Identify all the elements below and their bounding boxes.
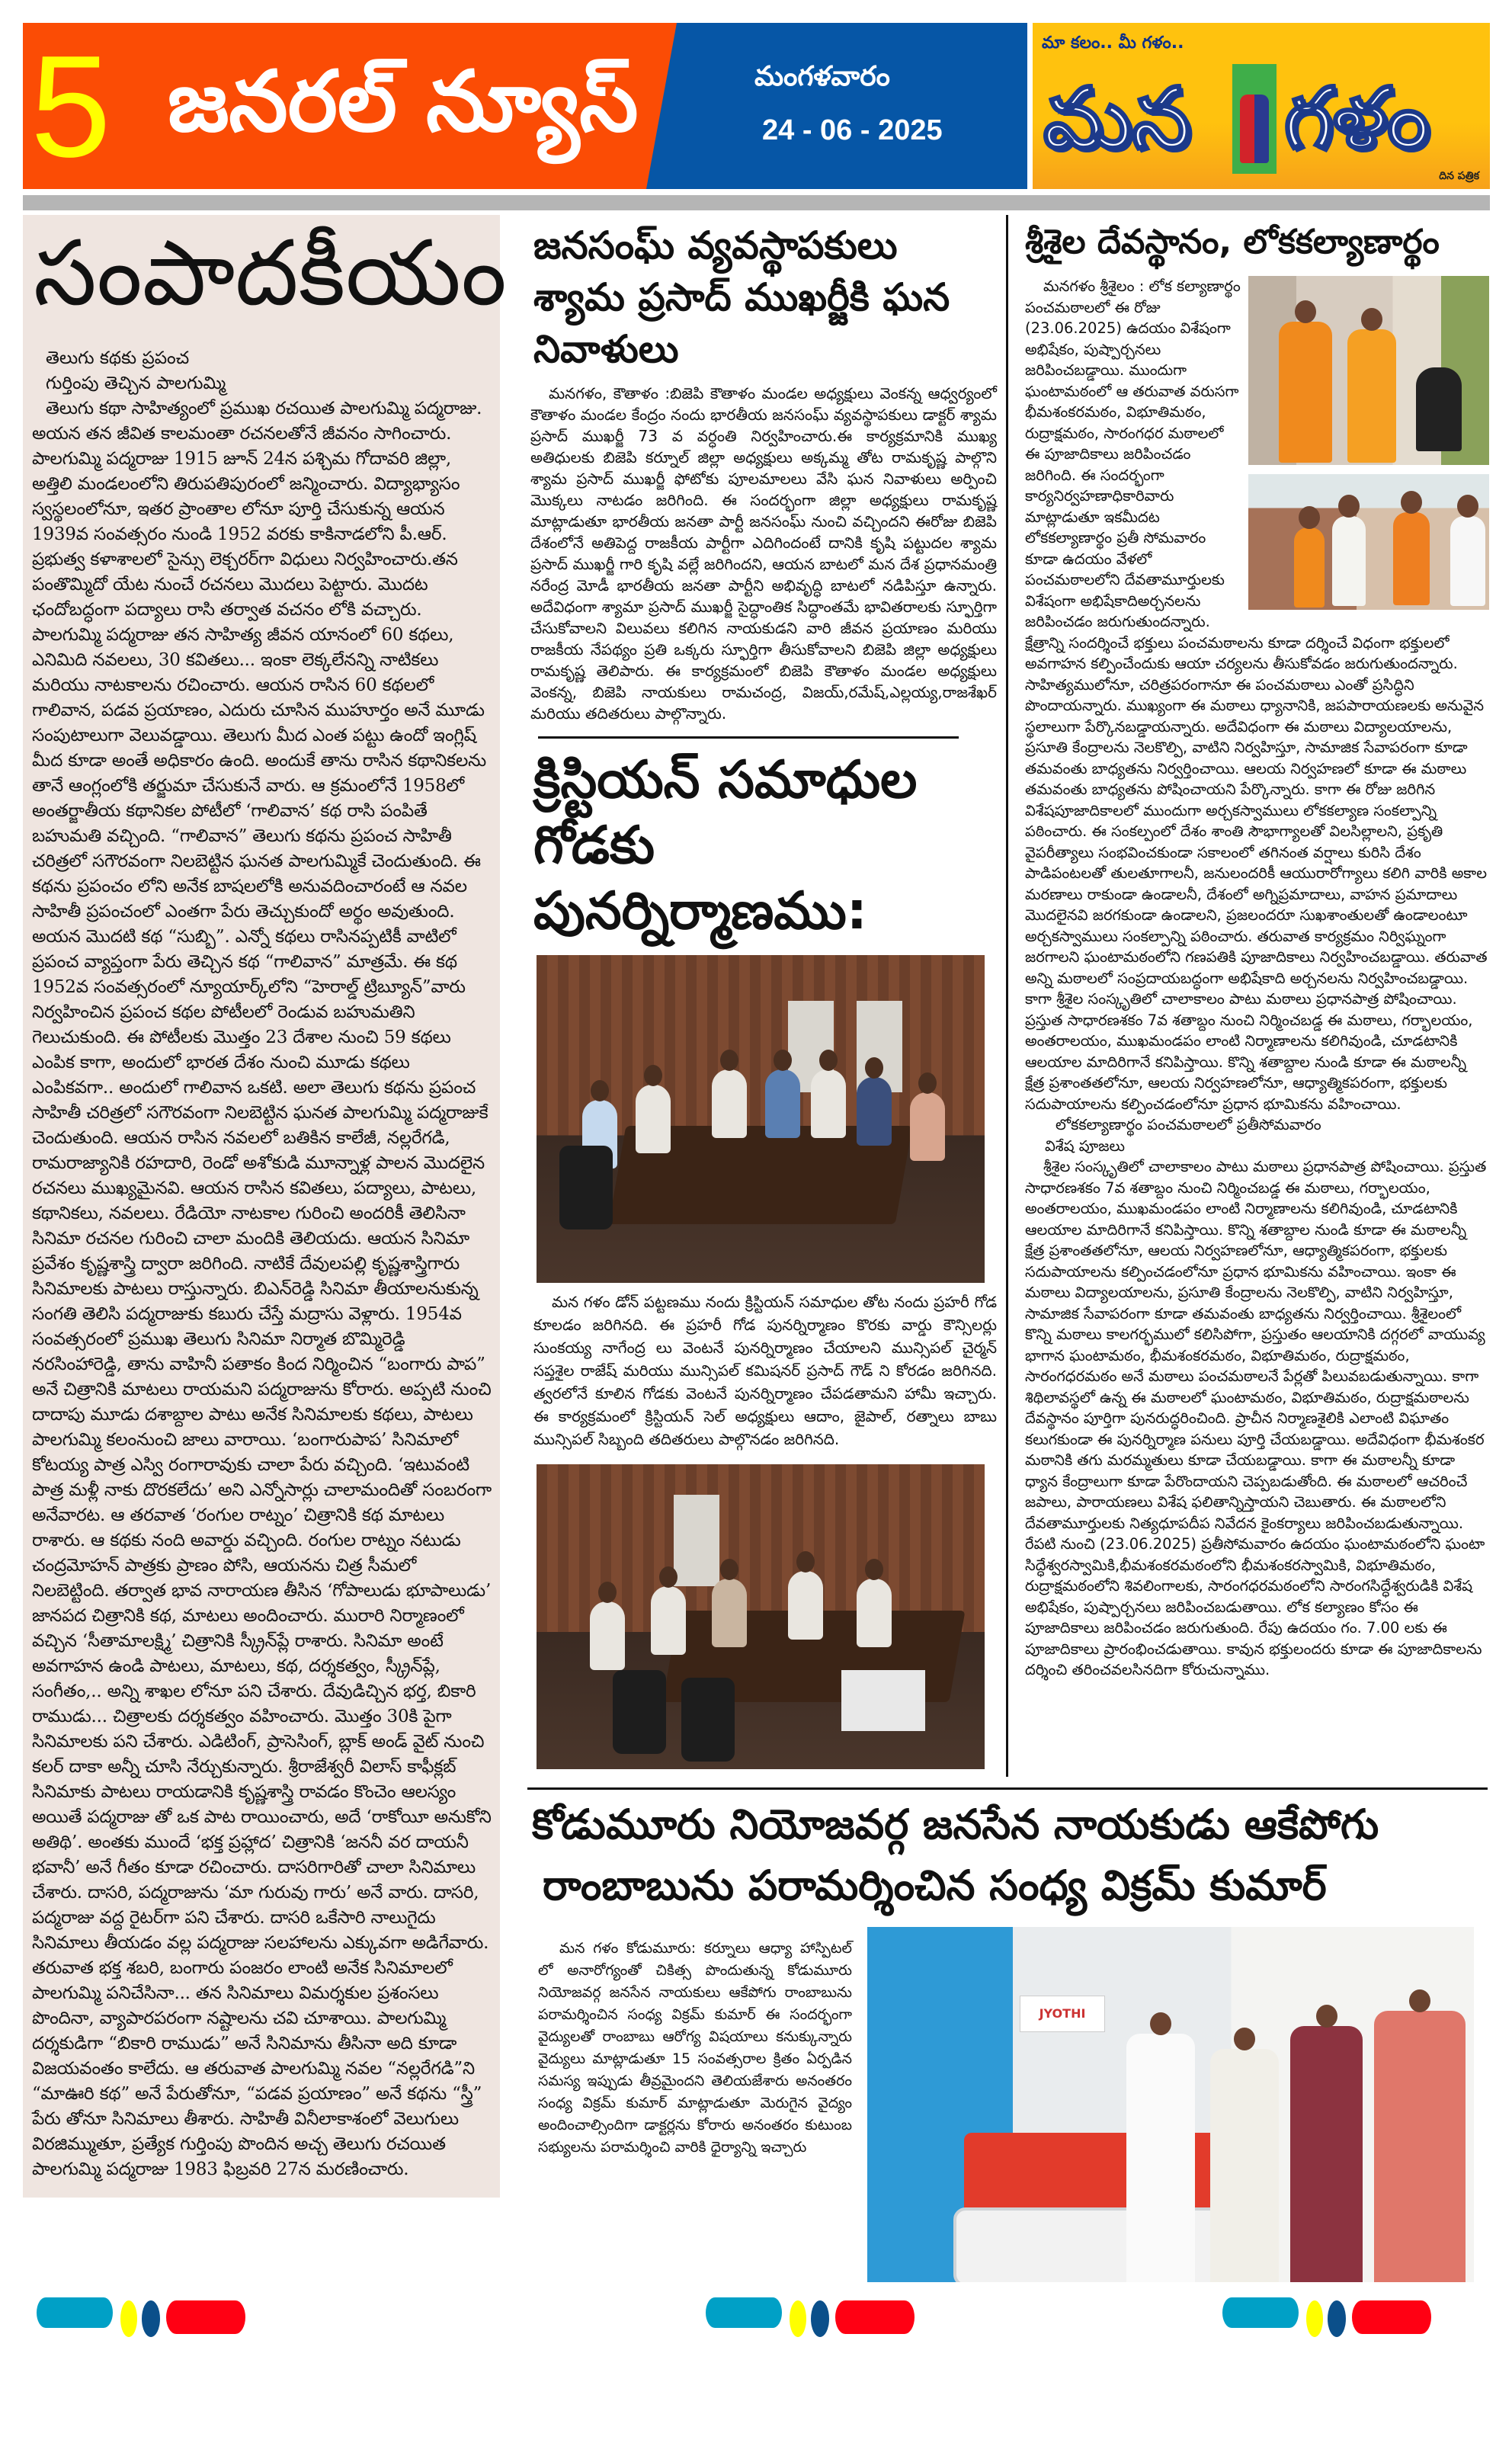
temple-photo-2 — [1248, 474, 1489, 610]
person — [1294, 527, 1325, 608]
person — [765, 1069, 800, 1138]
masthead — [0, 0, 1512, 215]
person — [1393, 512, 1430, 605]
article-body-christian-cemetery: మన గళం డోన్ పట్టణము నందు క్రిస్టియన్ సమాధుల తోట నందు ప్రహరీ గోడ కూలడం జరిగినది. ఈ ప్రహరీ గోడ పునర్నిర్మాణం కొరకు వార్డు కౌన్సిలర్లు సుంకయ్య నాగేంద్ర లు వెంటనే పునర్నిర్మాణం చేయాలని మున్సిపల్ చైర్మన్ సప్తశైల రాజేష్ మరియు మున్సిపల్ కమిషనర్ ప్రసాద్ గౌడ్ ని కోరడం జరిగినది. త్వరలోనే కూలిన గోడకు వెంటనే పునర్నిర్మాణం చేపడతామని హామీ ఇచ్చారు. ఈ కార్యక్రమంలో క్రిస్టియన్ సెల్ అధ్యక్షులు ఆదాం, జైపాల్, రత్నాలు బాబు మున్సిపల్ సిబ్బంది తదితరులు పాల్గొనడం జరిగినది. — [533, 1293, 997, 1448]
person — [712, 1069, 747, 1138]
laptop — [841, 1670, 925, 1731]
logo-subtitle: దిన పత్రిక — [1439, 170, 1479, 182]
meeting-room-photo-2 — [537, 1464, 985, 1769]
footer-ornament — [706, 2297, 919, 2340]
section-title: జనరల్ న్యూస్ — [168, 53, 639, 150]
person — [1210, 2049, 1279, 2282]
footer — [0, 2293, 1512, 2354]
right-column — [1006, 215, 1494, 1777]
editorial-subheading — [46, 346, 500, 396]
article-subheading: విశేష పూజలు — [1045, 1137, 1126, 1155]
person — [636, 1085, 671, 1153]
newspaper-logo — [1033, 23, 1490, 189]
editorial-subheading-line: గుర్తింపు తెచ్చిన పాలగుమ్మి — [46, 373, 226, 393]
headline-srisailam: శ్రీశైల దేవస్థానం, లోకకల్యాణార్థం — [1025, 223, 1440, 261]
logo-name-right: గళం — [1284, 69, 1430, 167]
person — [1347, 329, 1396, 463]
logo-name-left: మన — [1043, 69, 1191, 167]
hospital-visit-photo — [867, 1927, 1474, 2282]
chair — [613, 1670, 666, 1754]
article-paragraph: శ్రీశైల సంస్కృతిలో చాలాకాలం పాటు మఠాలు ప్రధానపాత్ర పోషించాయి. ప్రస్తుత సాధారణశకం 7వ శతాబ్దం నుంచి నిర్మించబడ్డ ఈ మఠాలు, గర్భాలయం, అంతరాలయం, ముఖమండపం లాంటి నిర్మాణాలను కలిగివుండి, చూడటానికి ఆలయాల మాదిరిగానే కనిపిస్తాయి. కొన్ని శతాబ్దాల నుండి కూడా ఈ మఠాలన్నీ క్షేత్ర ప్రశాంతతలోనూ, ఆలయ నిర్వహణలోనూ, ఆధ్యాత్మికపరంగా, భక్తులకు సదుపాయాలను కల్పించడంలోనూ ప్రధాన భూమికను వహించాయి. ఇంకా ఈ మఠాలు విద్యాలయాలను, ప్రసూతి కేంద్రాలను నెలకొల్పి, వాటిని నిర్వహిస్తూ, సామాజిక సేవాపరంగా కూడా తమవంతు బాధ్యతను నిర్వర్తించాయి. శ్రీశైలంలో కొన్ని మఠాలు కాలగర్భములో కలిసిపోగా, ప్రస్తుతం ఆలయానికి దగ్గరలో వాయువ్య భాగాన ఘంటామఠం, భీమశంకరమఠం, విభూతిమఠం, రుద్రాక్షమఠం, సారంగధరమఠం అనే మఠాలు పంచమఠాలనే పేర్లతో పిలువబడుతున్నాయి. కాగా శిథిలావస్థలో ఉన్న ఈ మఠాలలో ఘంటామఠం, విభూతిమఠం, రుద్రాక్షమఠాలను దేవస్థానం పూర్తిగా పునరుద్ధరించింది. ప్రాచీన నిర్మాణశైలికి ఎలాంటి విఘాతం కలుగకుండా ఈ పునర్నిర్మాణ పనులు పూర్తి చేయబడ్డాయి. అదేవిధంగా భీమశంకర మఠానికి తగు మరమ్మతులు కూడా చేయబడ్డాయి. కాగా ఈ మఠాలన్నీ కూడా ధ్యాన కేంద్రాలుగా కూడా పేరొందాయని చెప్పబడుతోంది. ఈ మఠాలలో ఆచరించే జపాలు, పారాయణలు విశేష ఫలితాన్నిస్తాయని చెబుతారు. ఈ మఠాలలోని దేవతామూర్తులకు నిత్యధూపదీప నివేదన కైంకర్యాలు జరిపించబడుతున్నాయి. రేపటి నుంచి (23.06.2025) ప్రతీసోమవారం ఉదయం ఘంటామఠంలోని ఘంటా సిద్ధేశ్వరస్వామికి,భీమశంకరమఠంలోని భీమశంకరస్వామికి, విభూతిమఠం, రుద్రాక్షమఠంలోని శివలింగాలకు, సారంగధరమఠంలోని సారంగసిద్ధేశ్వరుడికి విశేష అభిషేకం, పుష్పార్చనలు జరిపించబడుతాయి. లోక కల్యాణం కోసం ఈ పూజాదికాలు జరిపించడం జరుగుతుంది. రేపు ఉదయం గం. 7.00 లకు ఈ పూజాదికాలు ప్రారంభించడుతాయి. కావున భక్తులందరు కూడా ఈ పూజాదికాలను దర్శించి తరించవలసినదిగా కోరుచున్నాము. — [1025, 1158, 1487, 1678]
masthead-date-panel — [646, 23, 1027, 189]
person — [651, 1586, 686, 1655]
chair — [559, 1146, 613, 1230]
editorial-subheading-line: తెలుగు కథకు ప్రపంచ — [46, 348, 190, 368]
person — [1290, 2026, 1363, 2282]
logo-tagline: మా కలం.. మీ గళం.. — [1042, 34, 1184, 53]
person — [857, 1077, 892, 1146]
middle-column — [526, 215, 1006, 1777]
editorial-body: తెలుగు కథా సాహిత్యంలో ప్రముఖ రచయిత పాలగుమ్మి పద్మరాజు. అయన తన జీవిత కాలమంతా రచనలతోనే జీవనం సాగించారు. పాలగుమ్మి పద్మరాజు 1915 జూన్ 24న పశ్చిమ గోదావరి జిల్లా, అత్తిలి మండలంలోని తిరుపతిపురంలో జన్మించారు. విద్యాభ్యాసం స్వస్థలంలోనూ, ఇతర ప్రాంతాల లోనూ పూర్తి చేసుకున్న ఆయన 1939వ సంవత్సరం నుండి 1952 వరకు కాకినాడలోని పీ.ఆర్. ప్రభుత్వ కళాశాలలో సైన్సు లెక్చరర్‌గా విధులు నిర్వహించారు.తన పంతొమ్మిదో యేట నుంచే రచనలు మొదలు పెట్టారు. మొదట ఛందోబద్ధంగా పద్యాలు రాసి తర్వాత వచనం లోకి వచ్చారు. పాలగుమ్మి పద్మరాజు తన సాహిత్య జీవన యానంలో 60 కథలు, ఎనిమిది నవలలు, 30 కవితలు... ఇంకా లెక్కలేనన్ని నాటికలు మరియు నాటకాలను రచించారు. ఆయన రాసిన 60 కథలలో గాలివాన, పడవ ప్రయాణం, ఎదురు చూసిన ముహూర్తం అనే మూడు సంపుటాలుగా వెలువడ్డాయి. తెలుగు మీద ఎంత పట్టు ఉందో ఇంగ్లిష్ మీద కూడా అంతే అధికారం ఉంది. అందుకే తాను రాసిన కథానికలను తానే ఆంగ్లంలోకి తర్జుమా చేసుకునే వారు. ఆ క్రమంలోనే 1958లో అంతర్జాతీయ కథానికల పోటీలో ‘గాలివాన’ కథ రాసి పంపితే బహుమతి వచ్చింది. “గాలివాన” తెలుగు కథను ప్రపంచ సాహితీ చరిత్రలో సగౌరవంగా నిలబెట్టిన ఘనత పాలగుమ్మికే చెందుతుంది. ఈ కథను ప్రపంచం లోని అనేక బాషలలోకి అనువదించారంటే ఆ నవల సాహితీ ప్రపంచంలో ఎంతగా పేరు తెచ్చుకుందో అర్థం అవుతుంది. అయన మొదటి కథ “సుబ్బి”. ఎన్నో కథలు రాసినప్పటికీ వాటిలో ప్రపంచ వ్యాప్తంగా పేరు తెచ్చిన కథ “గాలివాన” మాత్రమే. ఈ కథ 1952వ సంవత్సరంలో న్యూయార్క్‌లోని “హెరాల్డ్ ట్రిబ్యూన్”వారు నిర్వహించిన ప్రపంచ కథల పోటీలలో రెండువ బహుమతిని గెలుచుకుంది. ఈ పోటీలకు మొత్తం 23 దేశాల నుంచి 59 కథలు ఎంపిక కాగా, అందులో భారత దేశం నుంచి మూడు కథలు ఎంపికవగా.. అందులో గాలివాన ఒకటి. అలా తెలుగు కథను ప్రపంచ సాహితీ చరిత్రలో సగౌరవంగా నిలబెట్టిన ఘనత పాలగుమ్మి పద్మరాజుకే చెందుతుంది. ఆయన రాసిన నవలలో బతికిన కాలేజీ, నల్లరేగడి, రామరాజ్యానికి రహదారి, రెండో అశోకుడి మూన్నాళ్ల పాలన మొదలైన రచనలు ముఖ్యమైనవి. ఆయన రాసిన కవితలు, పద్యాలు, పాటలు, కథానికలు, నవలలు. రేడియో నాటకాల గురించి అందరికీ తెలిసినా సినిమా రచనల గురించి చాలా మందికి తెలియదు. ఆయన సినిమా ప్రవేశం కృష్ణశాస్త్రి ద్వారా జరిగింది. నాటికే దేవులపల్లి కృష్ణశాస్త్రిగారు సినిమాలకు పాటలు రాస్తున్నారు. బిఎన్‌రెడ్డి సినిమా తీయాలనుకున్న సంగతి తెలిసి పద్మరాజుకు కబురు చేస్తే మద్రాసు వెళ్లారు. 1954వ సంవత్సరంలో ప్రముఖ తెలుగు సినిమా నిర్మాత బొమ్మిరెడ్డి నరసింహారెడ్డి, తాను వాహినీ పతాకం కింద నిర్మించిన “బంగారు పాప” అనే చిత్రానికి మాటలు రాయమని పద్మరాజును కోరారు. అప్పటి నుంచి దాదాపు మూడు దశాబ్దాల పాటు అనేక సినిమాలకు కథలు, పాటలు పాలగుమ్మి కలంనుంచి జాలు వారాయి. ‘బంగారుపాప’ సినిమాలో కోటయ్య పాత్ర ఎస్వి రంగారావుకు చాలా పేరు వచ్చింది. ‘ఇటువంటి పాత్ర మళ్లీ నాకు దొరకలేదు’ అని ఎన్నోసార్లు చాలామందితో సంబరంగా అనేవారట. ఆ తరవాత ‘రంగుల రాట్నం’ చిత్రానికి కథ మాటలు రాశారు. ఆ కథకు నంది అవార్డు వచ్చింది. రంగుల రాట్నం నటుడు చంద్రమోహన్ పాత్రకు ప్రాణం పోసి, ఆయనను చిత్ర సీమలో నిలబెట్టింది. తర్వాత భావ నారాయణ తీసిన ‘గోపాలుడు భూపాలుడు’ జానపద చిత్రానికి కథ, మాటలు అందించారు. మురారి నిర్మాణంలో వచ్చిన ‘సీతామాలక్ష్మి’ చిత్రానికి స్క్రీన్‌ప్లే రాశారు. సినిమా అంటే అవగాహన ఉండి పాటలు, మాటలు, కథ, దర్శకత్వం, స్క్రీన్‌ప్లే, సంగీతం,.. అన్ని శాఖల లోనూ పని చేశారు. దేవుడిచ్చిన భర్త, బికారి రాముడు... చిత్రాలకు దర్శకత్వం వహించారు. మొత్తం 30కి పైగా సినిమాలకు పని చేశారు. ఎడిటింగ్, ప్రాసెసింగ్, బ్లాక్ అండ్ వైట్ నుంచి కలర్ దాకా అన్నీ చూసి నేర్చుకున్నారు. శ్రీరాజేశ్వరీ విలాస్ కాఫీక్లబ్ సినిమాకు పాటలు రాయడానికి కృష్ణశాస్త్రి రావడం కొంచెం ఆలస్యం అయితే పద్మరాజు తో ఒక పాట రాయించారు, అదే ‘రాకోయీ అనుకోని అతిథి’. అంతకు ముందే ‘భక్త ప్రహ్లాద’ చిత్రానికి ‘జననీ వర దాయనీ భవానీ’ అనే గీతం కూడా రచించారు. దాసరిగారితో చాలా సినిమాలు చేశారు. దాసరి, పద్మరాజును ‘మా గురువు గారు’ అనే వారు. దాసరి, పద్మరాజు వద్ద రైటర్‌గా పని చేశారు. దాసరి ఒకేసారి నాలుగైదు సినిమాలు తీయడం వల్ల పద్మరాజు సలహాలను ఎక్కువగా అడిగేవారు. తరువాత భక్త శబరి, బంగారు పంజరం లాంటి అనేక సినిమాలలో పాలగుమ్మి పనిచేసినా... తన సినిమాలు విమర్శకుల ప్రశంసలు పొందినా, వ్యాపారపరంగా నష్టాలను చవి చూశాయి. పాలగుమ్మి దర్శకుడిగా “బికారి రాముడు” అనే సినిమాను తీసినా అది కూడా విజయవంతం కాలేదు. ఆ తరువాత పాలగుమ్మి నవల “నల్లరేగడి”ని “మాఊరి కథ” అనే పేరుతోనూ, “పడవ ప్రయాణం” అనే కథను “స్త్రీ” పేరు తోనూ సినిమాలు తీశారు. సాహితీ వినీలాకాశంలో వెలుగులు విరజిమ్ముతూ, ప్రత్యేక గుర్తింపు పొందిన అచ్చ తెలుగు రచయిత పాలగుమ్మి పద్మరాజు 1983 ఫిబ్రవరి 27న మరణించారు. — [32, 399, 492, 2179]
article-body-kodumur: మన గళం కోడుమూరు: కర్నూలు ఆధ్యా హాస్పిటల్ లో అనారోగ్యంతో చికిత్స పొందుతున్న కోడుమూరు నియోజవర్గ జనసేన నాయకులు ఆకేపోగు రాంబాబును పరామర్శించిన సంధ్య విక్రమ్ కుమార్ ఈ సందర్భంగా వైద్యులతో రాంబాబు ఆరోగ్య విషయాలు కనుక్కున్నారు వైద్యులు మాట్లాడుతూ 15 సంవత్సరాల క్రితం ఏర్పడిన సమస్య ఇప్పుడు తీవ్రమైందని తెలియజేశారు అనంతరం సంధ్య విక్రమ్ కుమార్ మాట్లాడుతూ మెరుగైన వైద్యం అందించాల్సిందిగా డాక్టర్లను కోరారు అనంతరం కుటుంబ సభ్యులను పరామర్శించి వారికి ధైర్యాన్ని ఇచ్చారు — [538, 1940, 852, 2156]
weekday: మంగళవారం — [754, 61, 890, 92]
article-paragraph: మనగళం శ్రీశైలం : లోక కల్యాణార్థం పంచమఠాలలో ఈ రోజు (23.06.2025) ఉదయం విశేషంగా అభిషేకం, పుష్పార్చనలు జరిపించబడ్డాయి. ముందుగా ఘంటామఠంలో ఆ తరువాత వరుసగా భీమశంకరమఠం, విభూతిమఠం, రుద్రాక్షమఠం, సారంగధర మఠాలలో ఈ పూజాదికాలు జరిపించడం జరిగింది. ఈ సందర్భంగా కార్యనిర్వహణాధికారివారు మాట్లాడుతూ ఇకమీదట లోకకల్యాణార్థం ప్రతీ సోమవారం కూడా ఉదయం వేళలో పంచమఠాలలోని దేవతామూర్తులకు విశేషంగా అభిషేకాదిఅర్చనలను జరిపించడం జరుగుతుందన్నారు. క్షేత్రాన్ని సందర్శించే భక్తులు పంచమఠాలను కూడా దర్శించే విధంగా భక్తులలో అవగాహన కల్పించేందుకు ఆయా చర్యలను తీసుకోవడం జరుగుతుందన్నారు. సాహిత్యములోనూ, చరిత్రపరంగానూ ఈ పంచమఠాలు ఎంతో ప్రసిద్ధిని పొందాయన్నారు. ముఖ్యంగా ఈ మఠాలు ధ్యానానికి, జపపారాయణలకు అనువైన స్థలాలుగా పేర్కొనబడ్డాయన్నారు. అదేవిధంగా ఈ మఠాలు విద్యాలయాలను, ప్రసూతి కేంద్రాలను నెలకొల్పి, వాటిని నిర్వహిస్తూ, సామాజిక సేవాపరంగా కూడా తమవంతు బాధ్యతను నిర్వర్తించాయి. ఆలయ నిర్వహణలో కూడా ఈ మఠాలు తమవంతు బాధ్యతను పోషించాయని పేర్కొన్నారు. కాగా ఈ రోజు జరిగిన విశేషపూజాదికాలలో ముందుగా అర్చకస్వాములు లోకకల్యాణ సంకల్పాన్ని పఠించారు. ఈ సంకల్పంలో దేశం శాంతి సౌభాగ్యాలతో విలసిల్లాలని, ప్రకృతి వైపరీత్యాలు సంభవించకుండా సకాలంలో తగినంత వర్షాలు కురిసి దేశం పాడిపంటలతో తులతూగాలనీ, జనులందరికీ ఆయురారోగ్యాలు కలిగి వారికి అకాల మరణాలు రాకుండా ఉండాలనీ, దేశంలో అగ్నిప్రమాదాలు, వాహన ప్రమాదాలు మొదలైనవి జరగకుండా ఉండాలని, ప్రజలందరూ సుఖశాంతులతో ఉండాలంటూ అర్చకస్వాములు సంకల్పాన్ని పఠించారు. తరువాత కార్యక్రమం నిర్విఘ్నంగా జరగాలని ఘంటామఠంలోని గణపతికి పూజాదికాలు నిర్వహించబడ్డాయి. తరువాత అన్ని మఠాలలో సంప్రదాయబద్ధంగా అభిషేకాది అర్చనలను నిర్వహించబడ్డాయి. కాగా శ్రీశైల సంస్కృతిలో చాలాకాలం పాటు మఠాలు ప్రధానపాత్ర పోషించాయి. ప్రస్తుత సాధారణశకం 7వ శతాబ్దం నుంచి నిర్మించబడ్డ ఈ మఠాలు, గర్భాలయం, అంతరాలయం, ముఖమండపం లాంటి నిర్మాణాలను కలిగివుండి, చూడటానికి ఆలయాల మాదిరిగానే కనిపిస్తాయి. కొన్ని శతాబ్దాల నుండి కూడా ఈ మఠాలన్నీ క్షేత్ర ప్రశాంతతలోనూ, ఆలయ నిర్వహణలోనూ, ఆధ్యాత్మికపరంగా, భక్తులకు సదుపాయాలను కల్పించడంలోనూ ప్రధాన భూమికను వహించాయి. — [1025, 277, 1488, 1113]
temple-photo-1 — [1248, 276, 1489, 465]
person — [1126, 2034, 1195, 2282]
kodumur-row — [526, 1927, 1494, 2282]
srisailam-photos — [1248, 276, 1489, 610]
chair — [681, 1678, 735, 1762]
hospital-sign: JYOTHI — [1020, 1996, 1105, 2032]
kodumur-article — [526, 1777, 1494, 2282]
headline-mukherjee: జనసంఘ్ వ్యవస్థాపకులు శ్యామ ప్రసాద్ ముఖర్జీకి ఘన నివాళులు — [533, 223, 950, 371]
person — [1374, 2011, 1466, 2282]
page-number: 5 — [30, 26, 111, 188]
person — [857, 1579, 892, 1647]
page-content — [0, 215, 1512, 2282]
person — [811, 1069, 846, 1138]
article-subheading: లోకకల్యాణార్థం పంచమఠాలలో ప్రతీసోమవారం — [1056, 1116, 1321, 1133]
masthead-divider — [23, 195, 1490, 210]
footer-ornament — [37, 2297, 250, 2340]
person — [788, 1571, 823, 1640]
editorial-title: సంపాదకీయం — [34, 220, 507, 325]
person — [712, 1579, 747, 1647]
news-top-row — [526, 215, 1494, 1777]
person — [1332, 516, 1366, 606]
raised-fist-pen-icon — [1232, 64, 1277, 174]
article-body-mukherjee: మనగళం, కౌతాళం :బిజెపి కౌతాళం మండల అధ్యక్షులు వెంకన్న ఆధ్వర్యంలో కౌతాళం మండల కేంద్రం నందు భారతీయ జనసంఘ్ వ్యవస్థాపకులు డాక్టర్ శ్యామ ప్రసాద్ ముఖర్జీ 73 వ వర్ధంతి నిర్వహించారు.ఈ కార్యక్రమానికి ముఖ్య అతిధులకు బిజెపి కర్నూల్ జిల్లా అధ్యక్షులు అక్కమ్మ తోట రామకృష్ణ పాల్గొని శ్యామ ప్రసాద్ ముఖర్జీ ఫోటోకు పూలమాలలు వేసి ఘన నివాళులు అర్పించి మొక్కలు నాటడం జరిగింది. ఈ సందర్భంగా జిల్లా అధ్యక్షులు రామకృష్ణ మాట్లాడుతూ భారతీయ జనతా పార్టీ జనసంఘ్ నుంచి వచ్చిందని ఈరోజు బిజెపి దేశంలోనే అతిపెద్ద రాజకీయ పార్టీగా ఎదిగిందంటే దానికి కృషి పట్టుదల శ్యామ ప్రసాద్ ముఖర్జీ గారి కృషి వల్లే జరిగిందని, ఆయన బాటలో మన దేశ ప్రధానమంత్రి నరేంద్ర మోడీ భారతీయ జనతా పార్టీని అభివృద్ధి బాటలో నడిపిస్తూ ఉన్నారు. అదేవిధంగా శ్యామా ప్రసాద్ ముఖర్జీ సైద్ధాంతిక సిద్ధాంతమే భావితరాలకు స్ఫూర్తిగా చేసుకోవాలని విలువలు కలిగిన నాయకుడని వారి జీవన ప్రయాణం మరియు రాజకీయ నేపథ్యం ప్రతి ఒక్కరు స్ఫూర్తిగా తీసుకోవాలని బిజెపి జిల్లా అధ్యక్షులు రామకృష్ణ తెలిపారు. ఈ కార్యక్రమంలో బిజెపి కౌతాళం మండల అధ్యక్షులు వెంకన్న, బిజెపి నాయకులు రామచంద్ర, విజయ్,రమేష్,ఎల్లయ్య,రాజశేఖర్ మరియు తదితరులు పాల్గొన్నారు. — [530, 384, 997, 723]
deity-idol — [1416, 367, 1462, 451]
person — [590, 1601, 625, 1670]
footer-ornament — [1222, 2297, 1436, 2340]
headline-kodumur — [526, 1794, 1494, 1916]
article-divider — [527, 1787, 1488, 1790]
headline-line: రాంబాబును పరామర్శించిన సంధ్య విక్రమ్ కుమార్ — [543, 1861, 1327, 1909]
headline-line: కోడుమూరు నియోజవర్గ జనసేన నాయకుడు ఆకేపోగు — [532, 1800, 1379, 1848]
article-body-srisailam — [1025, 276, 1489, 1681]
person — [910, 1092, 945, 1161]
issue-date: 24 - 06 - 2025 — [762, 114, 943, 146]
window — [674, 1495, 719, 1586]
meeting-room-photo-1 — [537, 955, 985, 1283]
editorial-column — [23, 215, 507, 2198]
person — [1450, 516, 1485, 606]
article-divider — [538, 736, 959, 739]
person — [1279, 322, 1332, 463]
news-area — [526, 215, 1494, 2282]
headline-christian-cemetery: క్రిస్టియన్ సమాధుల గోడకు పునర్నిర్మాణము: — [533, 750, 918, 941]
